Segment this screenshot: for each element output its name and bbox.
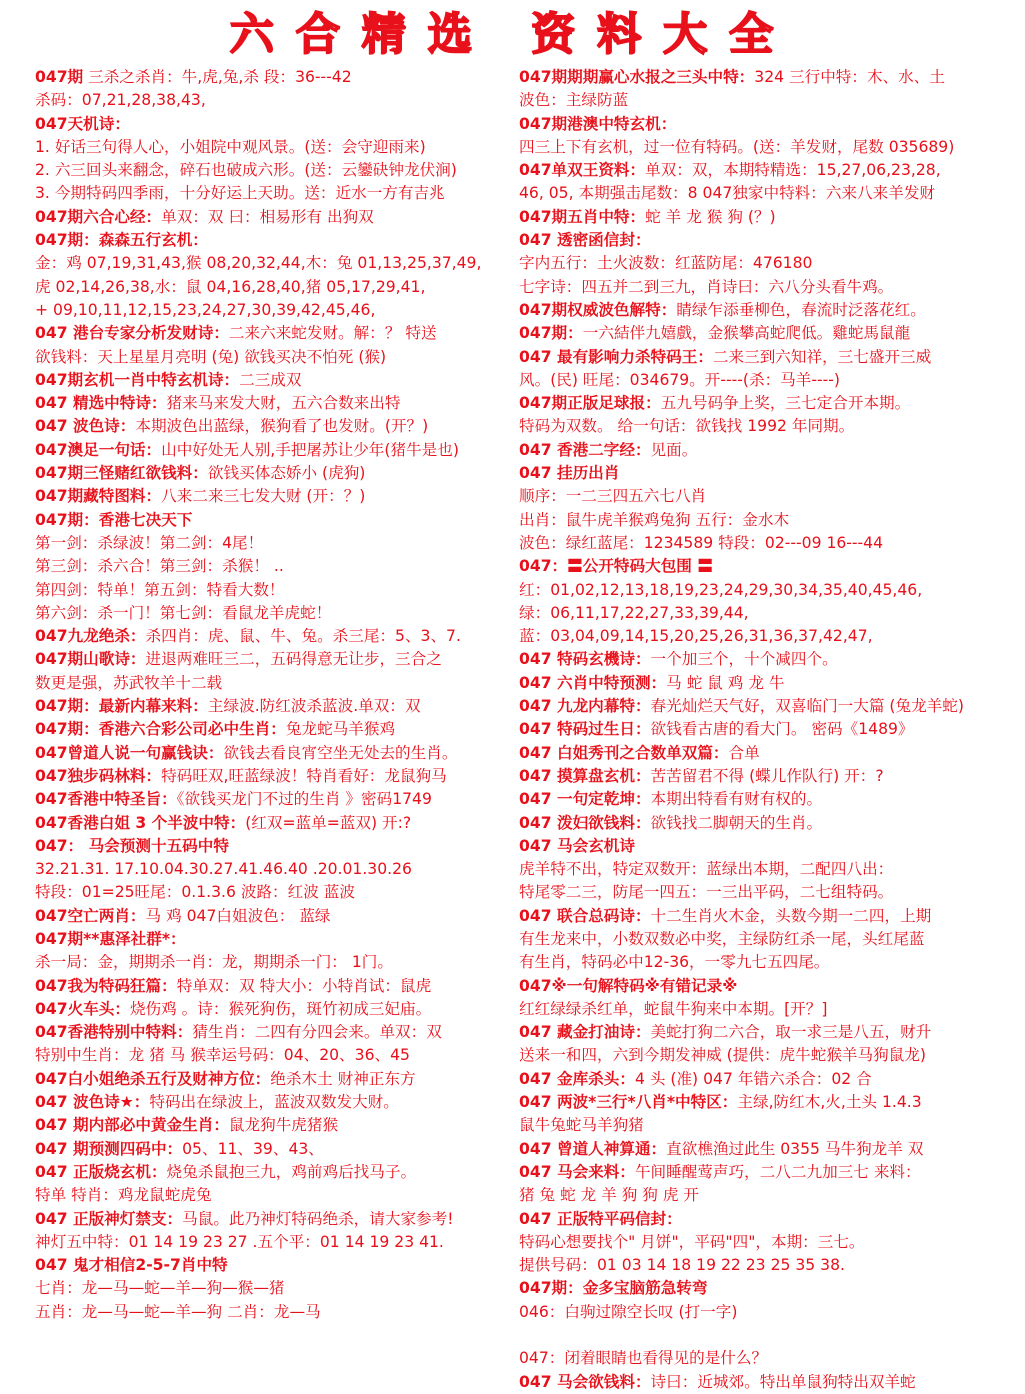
line-text: 欲钱去看良宵空坐无处去的生肖。 (223, 743, 458, 762)
right-text-line (519, 835, 1001, 858)
line-text: 猪来马来发大财，五六合数来出特 (166, 394, 401, 413)
right-text-line (519, 812, 1001, 835)
line-heading: 047单双王资料： (519, 161, 646, 180)
line-text: 合单 (728, 743, 760, 762)
right-text-line (519, 439, 1001, 462)
line-text: 十二生肖火木金，头数今期一二四，上期 (650, 906, 932, 925)
line-heading: 047天机诗： (35, 114, 130, 133)
line-heading: 047期正版足球报： (519, 394, 661, 413)
line-text: 虎羊特不出，特定双数开：蓝绿出本期，二配四八出： (519, 860, 894, 879)
line-text: 046：白驹过隙空长叹 (打一字) (519, 1302, 738, 1321)
line-text: 春光灿烂天气好，双喜临门一大篇 (兔龙羊蛇) (650, 697, 964, 716)
line-heading: 047香港中特圣旨： (35, 790, 177, 809)
line-heading: 047期：香港六合彩公司必中生肖： (35, 720, 286, 739)
line-heading: 047 期内部必中黄金生肖： (35, 1116, 229, 1135)
line-text: 单双：双 曰：相易形有 出狗双 (161, 207, 374, 226)
right-text-line (519, 998, 1001, 1021)
line-heading: 047九龙绝杀： (35, 627, 146, 646)
line-text: 猪 兔 蛇 龙 羊 狗 狗 虎 开 (519, 1186, 699, 1205)
line-text: 047：闭着眼睛也看得见的是什么？ (519, 1349, 768, 1368)
left-text-line (35, 905, 513, 928)
line-heading: 047 两波*三行*八肖*中特区： (519, 1093, 738, 1112)
line-heading: 047期：最新内幕来料： (35, 697, 208, 716)
right-text-line (519, 485, 1001, 508)
left-text-line (35, 951, 513, 974)
left-text-line (35, 392, 513, 415)
line-text: 4 头 (准) 047 年错六杀合：02 合 (634, 1069, 872, 1088)
line-text: 欲钱料：天上星星月亮明 (兔) 欲钱买决不怕死 (猴) (35, 347, 387, 366)
left-text-line (35, 229, 513, 252)
right-text-line (519, 928, 1001, 951)
line-text: 金：鸡 07,19,31,43,猴 08,20,32,44,木：兔 01,13,25,37,49, (35, 254, 482, 273)
line-text: + 09,10,11,12,15,23,24,27,30,39,42,45,46, (35, 300, 376, 319)
line-text: 第四剑：特单！第五剑：特看大数！ (35, 580, 285, 599)
left-text-line (35, 276, 513, 299)
right-text-line (519, 555, 1001, 578)
line-text: 05、11、39、43、 (182, 1139, 324, 1158)
left-text-line (35, 462, 513, 485)
line-text: 虎 02,14,26,38,水：鼠 04,16,28,40,猪 05,17,29,41, (35, 277, 426, 296)
line-text: 特单双：双 特大小：小特肖试：鼠虎 (176, 976, 432, 995)
left-text-line (35, 602, 513, 625)
line-text: 特码心想要找个" 月饼"，平码"四"，本期：三七。 (519, 1232, 865, 1251)
line-text: 诗曰：近城郊。特出单鼠狗特出双羊蛇 (650, 1372, 916, 1391)
line-heading: 047 正版特平码信封： (519, 1209, 682, 1228)
line-text: 主绿,防红木,火,土头 1.4.3 (737, 1093, 922, 1112)
line-heading: 047期：香港七决天下 (35, 510, 193, 529)
left-text-line (35, 252, 513, 275)
left-text-line (35, 89, 513, 112)
left-text-line (35, 881, 513, 904)
left-text-line (35, 346, 513, 369)
left-column (35, 66, 513, 1324)
line-text: 波色：绿红蓝尾：1234589 特段：02---09 16---44 (519, 533, 884, 552)
line-heading: 047期： (519, 324, 583, 343)
line-text: 有生龙来中，小数双数必中奖，主绿防红杀一尾，头红尾蓝 (519, 929, 925, 948)
line-heading: 047 白姐秀刊之合数单双篇： (519, 743, 729, 762)
line-text: 第六剑：杀一门！第七剑：看鼠龙羊虎蛇！ (35, 603, 332, 622)
line-heading: 047 鬼才相信2-5-7肖中特 (35, 1256, 228, 1275)
line-heading: 047 九龙内幕特： (519, 697, 651, 716)
line-text: 苦苦留君不得 (蝶儿作队行) 开：? (650, 766, 884, 785)
left-text-line (35, 648, 513, 671)
right-text-line (519, 113, 1001, 136)
left-text-line (35, 415, 513, 438)
right-text-line (519, 742, 1001, 765)
left-text-line (35, 1021, 513, 1044)
line-text: 马鼠。此乃神灯特码绝杀，请大家参考! (182, 1209, 454, 1228)
line-text: (红双=蓝单=蓝双) 开:? (245, 813, 412, 832)
line-text: 字内五行：土火波数：红蓝防尾：476180 (519, 254, 813, 273)
line-heading: 047香港白姐 3 个半波中特： (35, 813, 246, 832)
line-heading: 047 六肖中特预测： (519, 673, 667, 692)
line-heading: 047澳足一句话： (35, 440, 162, 459)
page-title: 六合精选 资料大全 (229, 9, 796, 60)
line-text: 三杀之杀肖：牛,虎,兔,杀 段：36---42 (83, 68, 352, 86)
right-text-line (519, 346, 1001, 369)
left-text-line (35, 1231, 513, 1254)
line-text: 一六結伴九嬉戲，金猴攀高蛇爬低。雞蛇馬鼠龍 (582, 324, 911, 343)
line-heading: 047 挂历出肖 (519, 464, 620, 483)
left-text-line (35, 1068, 513, 1091)
line-text: 杀一局：金，期期杀一肖：龙，期期杀一门： 1门。 (35, 953, 393, 972)
line-heading: 047 特码过生日： (519, 720, 651, 739)
line-text: 特单 特肖：鸡龙鼠蛇虎兔 (35, 1186, 212, 1205)
line-text: 风。(民) 旺尾：034679。开----(杀：马羊----) (519, 370, 840, 389)
left-text-line (35, 975, 513, 998)
right-text-line (519, 858, 1001, 881)
left-text-line (35, 369, 513, 392)
left-text-line (35, 113, 513, 136)
line-text: 红：01,02,12,13,18,19,23,24,29,30,34,35,40,45,46, (519, 580, 923, 599)
left-text-line (35, 1138, 513, 1161)
line-text: 特码为双数。 给一句话：欲钱找 1992 年同期。 (519, 417, 855, 436)
line-heading: 047： 马会预测十五码中特 (35, 836, 229, 855)
line-heading: 047期：森森五行玄机： (35, 231, 208, 250)
line-text: 特段：01=25旺尾：0.1.3.6 波路：红波 蓝波 (35, 883, 355, 902)
right-text-line (519, 788, 1001, 811)
right-text-line (519, 1371, 1001, 1394)
line-text: 杀四肖：虎、鼠、牛、兔。杀三尾：5、3、7. (145, 627, 461, 646)
line-text: 《欲钱买龙门不过的生肖 》密码1749 (176, 790, 432, 809)
line-heading: 047 正版烧玄机： (35, 1162, 167, 1181)
left-text-line (35, 858, 513, 881)
left-text-line (35, 485, 513, 508)
line-text: 绿：06,11,17,22,27,33,39,44, (519, 603, 749, 622)
line-heading: 047※一句解特码※有错记录※ (519, 976, 738, 995)
line-heading: 047期港澳中特玄机： (519, 114, 677, 133)
line-heading: 047期期期赢心水报之三头中特： (519, 68, 755, 86)
line-heading: 047 曾道人神算通： (519, 1139, 667, 1158)
right-text-line (519, 159, 1001, 182)
right-text-line (519, 672, 1001, 695)
line-text: 二三成双 (239, 370, 302, 389)
line-heading: 047期权威波色解特： (519, 300, 677, 319)
line-heading: 047白小姐绝杀五行及财神方位： (35, 1069, 271, 1088)
right-text-line (519, 509, 1001, 532)
right-text-line (519, 648, 1001, 671)
right-text-line (519, 1068, 1001, 1091)
line-text: 蛇 羊 龙 猴 狗 (？) (645, 207, 776, 226)
line-heading: 047 泼妇欲钱料： (519, 813, 651, 832)
line-heading: 047空亡两肖： (35, 906, 146, 925)
line-text: 马 鸡 047白姐波色： 蓝绿 (145, 906, 331, 925)
left-text-line (35, 439, 513, 462)
left-text-line (35, 322, 513, 345)
line-heading: 047 马会来料： (519, 1162, 635, 1181)
line-text: 波色：主绿防蓝 (519, 91, 629, 110)
right-text-line (519, 1138, 1001, 1161)
left-text-line (35, 998, 513, 1021)
line-heading: 047 联合总码诗： (519, 906, 651, 925)
line-heading: 047期六合心经： (35, 207, 162, 226)
line-text: 欲钱看古唐的看大门。 密码《1489》 (650, 720, 914, 739)
line-heading: 047期三怪赌红欲钱料： (35, 464, 208, 483)
line-heading: 047 波色诗★： (35, 1093, 150, 1112)
right-text-line (519, 136, 1001, 159)
right-text-line (519, 252, 1001, 275)
line-heading: 047独步码林料： (35, 766, 162, 785)
right-text-line (519, 625, 1001, 648)
line-heading: 047 正版神灯禁支： (35, 1209, 183, 1228)
line-heading: 047期 (35, 68, 84, 86)
right-column (519, 66, 1001, 1394)
right-text-line (519, 299, 1001, 322)
right-text-line (519, 206, 1001, 229)
line-heading: 047火车头： (35, 999, 130, 1018)
line-text: 有生肖，特码必中12-36，一零九七五四尾。 (519, 953, 830, 972)
left-text-line (35, 182, 513, 205)
line-text: 直欲樵渔过此生 0355 马牛狗龙羊 双 (666, 1139, 924, 1158)
line-text: 见面。 (650, 440, 698, 459)
line-heading: 047 精选中特诗： (35, 394, 167, 413)
right-text-line (519, 1277, 1001, 1300)
line-text: 324 三行中特：木、水、土 (754, 68, 945, 86)
line-heading: 047期玄机一肖中特玄机诗： (35, 370, 240, 389)
left-text-line (35, 1301, 513, 1324)
line-text: 出肖：鼠牛虎羊猴鸡兔狗 五行：金水木 (519, 510, 790, 529)
line-text: 烧伤鸡 。诗：猴死狗伤，斑竹初成三妃庙。 (129, 999, 432, 1018)
right-text-line (519, 1301, 1001, 1324)
right-text-line (519, 276, 1001, 299)
line-text: 鼠龙狗牛虎猪猴 (228, 1116, 339, 1135)
right-text-line (519, 602, 1001, 625)
line-heading: 047 马会欲钱料： (519, 1372, 651, 1391)
line-heading: 047期五肖中特： (519, 207, 646, 226)
right-text-line (519, 462, 1001, 485)
line-text: 七字诗：四五并二到三九，肖诗曰：六八分头看牛鸡。 (519, 277, 894, 296)
line-text: 3. 今期特码四季雨，十分好运上天助。送：近水一方有吉兆 (35, 184, 445, 203)
line-text: 提供号码：01 03 14 18 19 22 23 25 35 38. (519, 1256, 845, 1275)
left-text-line (35, 788, 513, 811)
line-text: 第一剑：杀绿波！第二剑：4尾！ (35, 533, 264, 552)
line-heading: 047期**惠泽社群*： (35, 929, 186, 948)
right-text-line (519, 765, 1001, 788)
line-text: 二来六来蛇发财。解：？ 特送 (228, 324, 437, 343)
line-text: 欲钱找二脚朝天的生肖。 (650, 813, 823, 832)
line-heading: 047 一句定乾坤： (519, 790, 651, 809)
right-text-line (519, 1044, 1001, 1067)
left-text-line (35, 509, 513, 532)
left-text-line (35, 812, 513, 835)
line-text: 睛绿乍添垂柳色，春流时泛落花红。 (676, 300, 926, 319)
line-text: 午间睡醒莺声巧，二八二九加三七 来料： (634, 1162, 921, 1181)
left-text-line (35, 928, 513, 951)
line-text: 七肖：龙—马—蛇—羊—狗—猴—猪 (35, 1279, 285, 1298)
right-text-line (519, 532, 1001, 555)
line-text: 蓝：03,04,09,14,15,20,25,26,31,36,37,42,47, (519, 627, 873, 646)
left-text-line (35, 1277, 513, 1300)
right-text-line (519, 1208, 1001, 1231)
line-text: 八来二来三七发大财 (开：？) (161, 487, 366, 506)
line-text: 一个加三个，十个减四个。 (650, 650, 838, 669)
line-text: 杀码：07,21,28,38,43, (35, 91, 206, 110)
left-text-line (35, 1208, 513, 1231)
line-heading: 047期藏特图料： (35, 487, 162, 506)
line-heading: 047曾道人说一句赢钱诀： (35, 743, 224, 762)
line-text: 特码旺双,旺蓝绿波！特肖看好：龙鼠狗马 (161, 766, 447, 785)
left-text-line (35, 1091, 513, 1114)
right-text-line (519, 182, 1001, 205)
left-text-line (35, 718, 513, 741)
line-text: 本期出特看有财有权的。 (650, 790, 823, 809)
line-text: 二来三到六知祥，三七盛开三威 (712, 347, 932, 366)
line-heading: 047 特码玄機诗： (519, 650, 651, 669)
left-text-line (35, 159, 513, 182)
left-text-line (35, 1114, 513, 1137)
line-heading: 047 透密函信封： (519, 231, 651, 250)
left-text-line (35, 672, 513, 695)
line-heading: 047期：金多宝脑筋急转弯 (519, 1279, 708, 1298)
right-text-line (519, 322, 1001, 345)
left-text-line (35, 765, 513, 788)
right-text-line (519, 415, 1001, 438)
line-heading: 047期山歌诗： (35, 650, 146, 669)
line-text: 特尾零二三，防尾一四五：一三出平码，二七组特码。 (519, 883, 894, 902)
line-text: 美蛇打狗二六合，取一求三是八五，财升 (650, 1023, 932, 1042)
line-text: 2. 六三回头来翻念，碎石也破成六形。(送：云鑾砄钟龙伏涧) (35, 161, 457, 180)
line-heading: 047 金库杀头： (519, 1069, 635, 1088)
right-text-line (519, 1324, 1001, 1347)
line-heading: 047 香港二字经： (519, 440, 651, 459)
line-text: 马 蛇 鼠 鸡 龙 牛 (666, 673, 785, 692)
line-text: 欲钱买体态娇小 (虎狗) (207, 464, 366, 483)
line-text: 32.21.31. 17.10.04.30.27.41.46.40 .20.01.30.26 (35, 860, 412, 879)
right-text-line (519, 1184, 1001, 1207)
line-text: 红红绿绿杀红单，蛇鼠牛狗来中本期。[开？] (519, 999, 828, 1018)
right-text-line (519, 1091, 1001, 1114)
left-text-line (35, 299, 513, 322)
right-text-line (519, 881, 1001, 904)
line-text: 1. 好话三句得人心，小姐院中观风景。(送：会守迎雨来) (35, 137, 426, 156)
right-text-line (519, 1021, 1001, 1044)
left-text-line (35, 579, 513, 602)
right-text-line (519, 951, 1001, 974)
right-text-line (519, 392, 1001, 415)
line-text: 主绿波.防红波杀蓝波.单双：双 (207, 697, 421, 716)
line-heading: 047 马会玄机诗 (519, 836, 635, 855)
left-text-line (35, 625, 513, 648)
right-text-line (519, 66, 1001, 89)
line-heading: 047我为特码狂篇： (35, 976, 177, 995)
line-text: 绝杀木土 财神正东方 (270, 1069, 416, 1088)
left-text-line (35, 1184, 513, 1207)
line-text: 46, 05, 本期强击尾数：8 047独家中特料：六来八来羊发财 (519, 184, 936, 203)
line-heading: 047 期预测四码中： (35, 1139, 183, 1158)
line-heading: 047：〓公开特码大包围 〓 (519, 557, 713, 576)
left-text-line (35, 835, 513, 858)
right-text-line (519, 1347, 1001, 1370)
line-text: 特别中生肖：龙 猪 马 猴幸运号码：04、20、36、45 (35, 1046, 410, 1065)
line-text: 数更是强，苏武牧羊十二载 (35, 673, 223, 692)
left-text-line (35, 742, 513, 765)
left-text-line (35, 1161, 513, 1184)
right-text-line (519, 718, 1001, 741)
line-heading: 047 摸算盘玄机： (519, 766, 651, 785)
left-text-line (35, 532, 513, 555)
left-text-line (35, 555, 513, 578)
right-text-line (519, 975, 1001, 998)
line-text: 五肖：龙—马—蛇—羊—狗 二肖：龙—马 (35, 1302, 321, 1321)
left-text-line (35, 1254, 513, 1277)
left-text-line (35, 1044, 513, 1067)
left-text-line (35, 695, 513, 718)
right-text-line (519, 89, 1001, 112)
line-text: 进退两难旺三二，五码得意无让步，三合之 (145, 650, 442, 669)
right-text-line (519, 695, 1001, 718)
line-text: 顺序：一二三四五六七八肖 (519, 487, 707, 506)
left-text-line (35, 206, 513, 229)
right-text-line (519, 905, 1001, 928)
line-text: 第三剑：杀六合！第三剑：杀猴！ .. (35, 557, 284, 576)
line-text: 单双：双，本期特精选：15,27,06,23,28, (645, 161, 941, 180)
right-text-line (519, 1114, 1001, 1137)
right-text-line (519, 1254, 1001, 1277)
left-text-line (35, 136, 513, 159)
line-text: 送来一和四，六到今期发神威 (提供：虎牛蛇猴羊马狗鼠龙) (519, 1046, 926, 1065)
right-text-line (519, 369, 1001, 392)
line-text: 兔龙蛇马羊猴鸡 (285, 720, 396, 739)
line-text: 四三上下有玄机，过一位有特码。(送：羊发财，尾数 035689) (519, 137, 955, 156)
right-text-line (519, 1161, 1001, 1184)
line-heading: 047 波色诗： (35, 417, 136, 436)
left-text-line (35, 66, 513, 89)
line-text: 特码出在绿波上，蓝波双数发大财。 (149, 1093, 399, 1112)
line-text: 猜生肖：二四有分四会来。单双：双 (192, 1023, 442, 1042)
line-text: 五九号码争上奖，三七定合开本期。 (660, 394, 911, 413)
line-text: 鼠牛兔蛇马羊狗猪 (519, 1116, 644, 1135)
line-heading: 047 最有影响力杀特码王： (519, 347, 713, 366)
line-text: 本期波色出蓝绿，猴狗看了也发财。(开？) (135, 417, 429, 436)
line-text: 山中好处无人别,手把屠苏让少年(猪牛是也) (161, 440, 459, 459)
right-text-line (519, 579, 1001, 602)
line-heading: 047 港台专家分析发财诗： (35, 324, 229, 343)
line-text: 烧兔杀鼠抱三九，鸡前鸡后找马子。 (166, 1162, 417, 1181)
right-text-line (519, 229, 1001, 252)
line-text: 神灯五中特：01 14 19 23 27 .五个平：01 14 19 23 41. (35, 1232, 444, 1251)
right-text-line (519, 1231, 1001, 1254)
line-heading: 047香港特别中特料： (35, 1023, 193, 1042)
line-heading: 047 藏金打油诗： (519, 1023, 651, 1042)
